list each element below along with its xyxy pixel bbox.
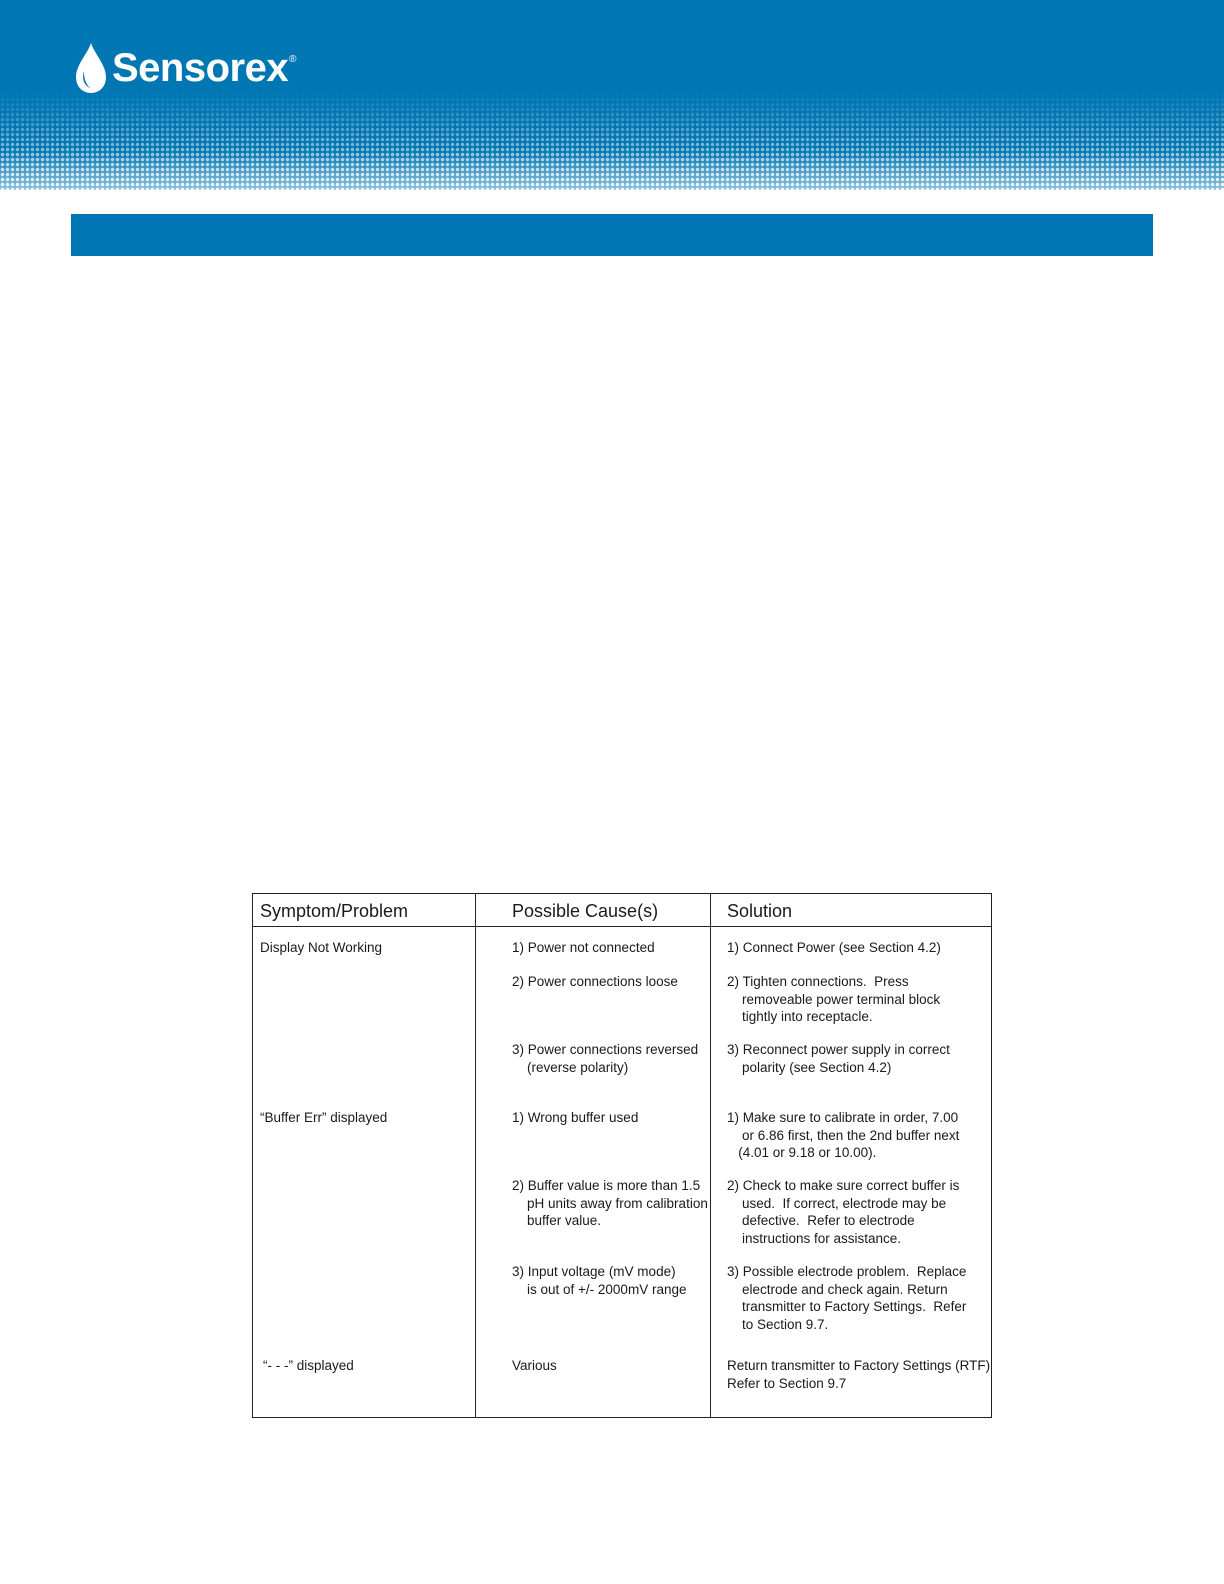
cause-row: 2) Buffer value is more than 1.5 pH units away from calibration buffer value. <box>512 1178 708 1228</box>
solution-row: 1) Make sure to calibrate in order, 7.00 or 6.86 first, then the 2nd buffer next (4.01 or 9.18 or 10.00). <box>727 1110 960 1160</box>
water-drop-icon <box>74 41 108 95</box>
troubleshooting-table <box>252 893 992 1418</box>
solution-row: 2) Tighten connections. Press removeable power terminal block tightly into receptacle. <box>727 974 941 1024</box>
page-header <box>0 0 1224 190</box>
solution-row: 3) Possible electrode problem. Replace electrode and check again. Return transmitter to Factory Settings. Refer to Section 9.7. <box>727 1264 967 1332</box>
header-cause: Possible Cause(s) <box>512 901 659 921</box>
header-solution: Solution <box>727 901 793 921</box>
cause-row: 1) Wrong buffer used <box>512 1110 639 1125</box>
header-divider <box>253 926 991 927</box>
cause-row: 2) Power connections loose <box>512 974 678 989</box>
solution-row: Return transmitter to Factory Settings (RTF) Refer to Section 9.7 <box>727 1358 991 1391</box>
symptom-display-not-working: Display Not Working <box>260 940 383 955</box>
cause-row: Various <box>512 1358 557 1373</box>
cause-row: 3) Input voltage (mV mode) is out of +/- 2000mV range <box>512 1264 687 1297</box>
column-divider <box>475 894 476 1417</box>
header-symptom: Symptom/Problem <box>260 901 409 921</box>
solution-row: 3) Reconnect power supply in correct polarity (see Section 4.2) <box>727 1042 950 1075</box>
symptom-dashes-displayed: “- - -” displayed <box>263 1358 354 1373</box>
registered-mark: ® <box>289 54 297 65</box>
section-title-bar <box>71 214 1153 256</box>
solution-row: 1) Connect Power (see Section 4.2) <box>727 940 941 955</box>
cause-row: 3) Power connections reversed (reverse polarity) <box>512 1042 699 1075</box>
header-fade <box>0 150 1224 190</box>
solution-row: 2) Check to make sure correct buffer is used. If correct, electrode may be defective. Refer to electrode instructions for assistance. <box>727 1178 960 1246</box>
symptom-buffer-err: “Buffer Err” displayed <box>260 1110 388 1125</box>
brand-name: Sensorex <box>112 46 289 90</box>
column-divider <box>710 894 711 1417</box>
sensorex-logo <box>74 40 296 96</box>
cause-row: 1) Power not connected <box>512 940 655 955</box>
